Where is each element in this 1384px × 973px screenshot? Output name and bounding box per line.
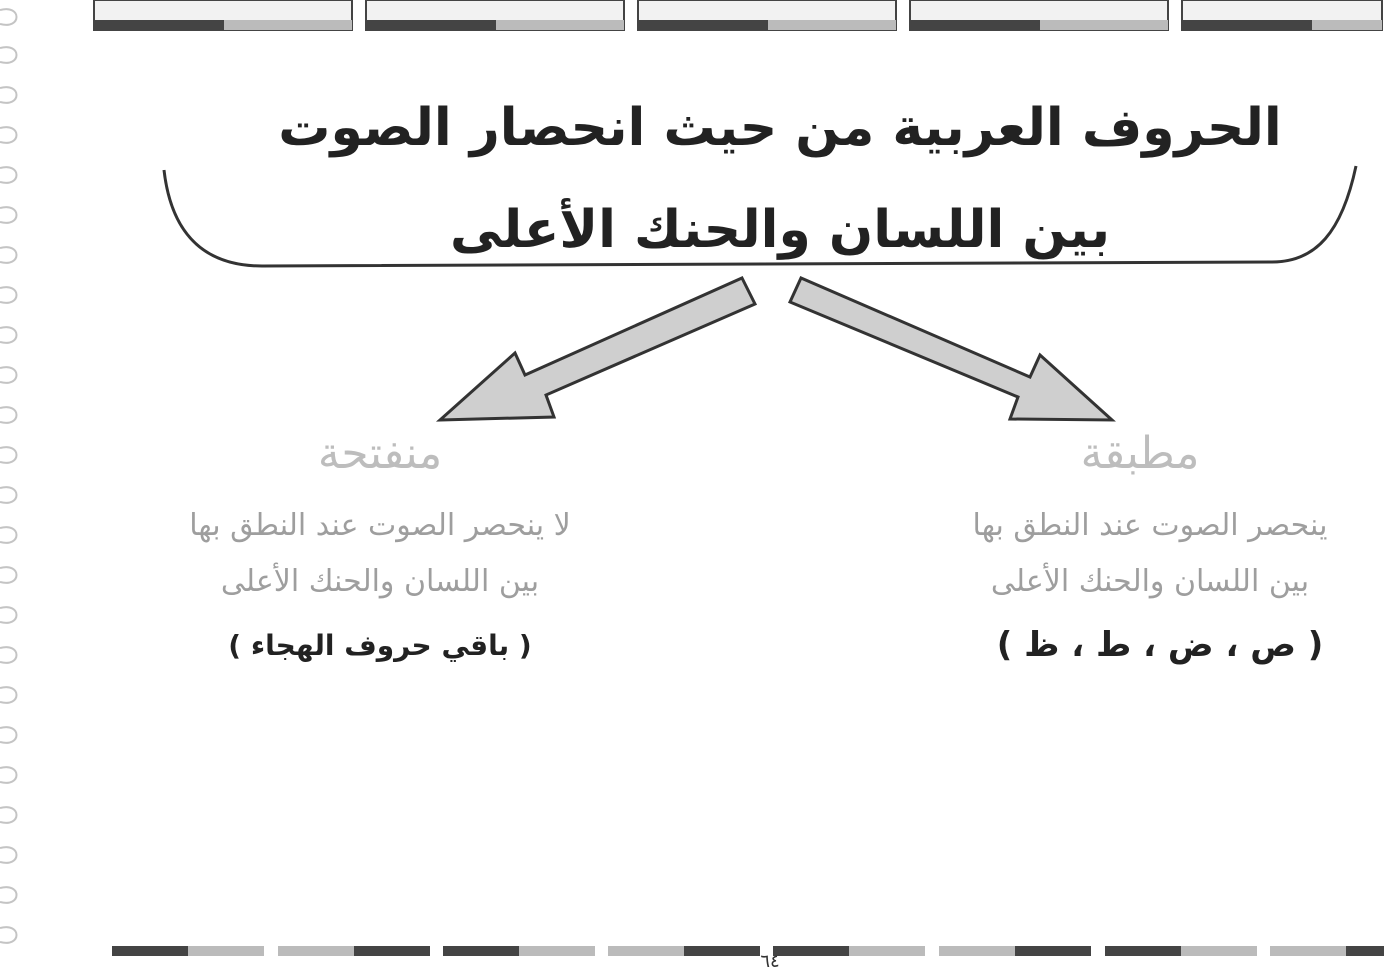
bottom-decorative-rule <box>0 938 1384 963</box>
left-desc-line-1: لا ينحصر الصوت عند النطق بها <box>189 508 571 543</box>
page-number: ٦٤ <box>760 952 780 972</box>
left-desc-line-2: بين اللسان والحنك الأعلى <box>220 564 540 599</box>
right-branch-letters: ( ص ، ض ، ط ، ظ ) <box>996 625 1324 665</box>
left-branch-description <box>140 498 620 610</box>
right-branch-description <box>930 498 1370 610</box>
page-title-line-1: الحروف العربية من حيث انحصار الصوت <box>278 98 1282 158</box>
page-title-line-2: بين اللسان والحنك الأعلى <box>450 200 1110 260</box>
left-branch-letters: ( باقي حروف الهجاء ) <box>228 629 532 662</box>
right-desc-line-2: بين اللسان والحنك الأعلى <box>990 564 1310 599</box>
right-desc-line-1: ينحصر الصوت عند النطق بها <box>972 508 1328 543</box>
right-branch-heading: مطبقة <box>1080 428 1200 479</box>
left-branch-heading: منفتحة <box>317 428 443 479</box>
left-arrow <box>440 278 755 420</box>
right-arrow <box>790 278 1112 420</box>
